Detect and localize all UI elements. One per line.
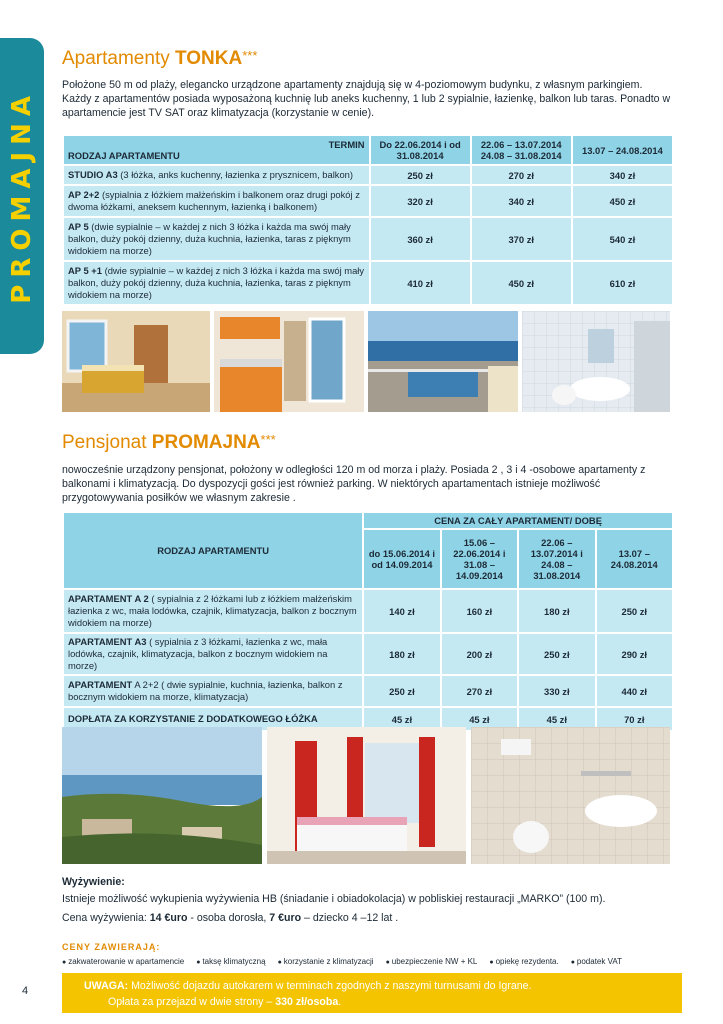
tonka-col-1: Do 22.06.2014 i od 31.08.2014 (370, 135, 471, 165)
photo-terrace-sea (368, 311, 518, 412)
price-cell: 360 zł (370, 217, 471, 261)
row-desc: A 2+2 ( dwie sypialnie, kuchnia, łazienka, balkon z bocznym widokiem na morze, klimatyzacja) (68, 679, 343, 702)
list-item: ● ubezpieczenie NW + KL (386, 957, 478, 966)
promajna-col-2: 15.06 –22.06.2014 i 31.08 –14.09.2014 (441, 529, 518, 589)
tonka-col-3: 13.07 – 24.08.2014 (572, 135, 673, 165)
row-code: APARTAMENT A 2 (68, 593, 149, 604)
price-cell: 45 zł (441, 707, 518, 731)
meals-price-prefix: Cena wyżywienia: (62, 912, 150, 924)
price-cell: 180 zł (363, 633, 440, 675)
tonka-row-label (63, 165, 370, 185)
promajna-title (62, 432, 276, 454)
tonka-col-2: 22.06 – 13.07.2014 24.08 – 31.08.2014 (471, 135, 572, 165)
table-row (63, 185, 673, 217)
photo-coast-view (62, 727, 262, 864)
promajna-col-1: do 15.06.2014 i od 14.09.2014 (363, 529, 440, 589)
promajna-title-prefix: Pensjonat (62, 432, 152, 453)
promajna-description: nowocześnie urządzony pensjonat, położony w odległości 120 m od morza i plaży. Posiada 2 , 3 i 4 -osobowe apartamenty z balkonami i klimatyzacją. Do dyspozycji gości jest również parking. W niektórych apartamentach istnieje możliwość przygotowywania posiłków we własnym zakresie . (62, 464, 646, 504)
price-cell: 70 zł (596, 707, 673, 731)
row-code: STUDIO A3 (68, 169, 118, 180)
price-cell: 610 zł (572, 261, 673, 305)
table-row (63, 675, 673, 707)
promajna-stars: *** (260, 432, 276, 447)
list-item: ● taksę klimatyczną (196, 957, 265, 966)
tonka-row-label (63, 185, 370, 217)
row-desc: (dwie sypialnie – w każdej z nich 3 łóżka i każda ma swój mały balkon, duży pokój dzienny, duża kuchnia, łazienka, taras z pięknym widokiem na morze) (68, 265, 365, 300)
price-cell: 440 zł (596, 675, 673, 707)
tonka-description: Położone 50 m od plaży, elegancko urządzone apartamenty znajdują się w 4-poziomowym budynku, z własnym parkingiem. Każdy z apartamentów posiada wyposażoną kuchnię lub aneks kuchenny, 1 lub 2 sypialnie, łazienkę, balkon lub taras. Ponadto w apartamencie jest TV SAT oraz klimatyzacja (korzystanie w cenie). (62, 79, 671, 119)
price-cell: 450 zł (471, 261, 572, 305)
note-line-2 (62, 994, 682, 1010)
row-desc: ( sypialnia z 2 łóżkami lub z łóżkiem małżeńskim łazienka z wc, mała lodówka, czajnik, klimatyzacja, balkon z bocznym widokiem na morze) (68, 593, 357, 628)
row-code: APARTAMENT A3 (68, 636, 147, 647)
tonka-header-termin: TERMIN (328, 139, 365, 150)
price-cell: 45 zł (518, 707, 595, 731)
photo-bathroom-tiles (471, 727, 670, 864)
tonka-price-table (62, 134, 674, 306)
tonka-header-cell (63, 135, 370, 165)
list-item: ● opiekę rezydenta. (489, 957, 558, 966)
note-text: Możliwość dojazdu autokarem w terminach zgodnych z naszymi turnusami do Igrane. (128, 980, 532, 992)
meals-heading: Wyżywienie: (62, 876, 125, 888)
row-code: APARTAMENT (68, 679, 133, 690)
row-desc: (3 łóżka, anks kuchenny, łazienka z prysznicem, balkon) (117, 169, 354, 180)
meals-price-line (62, 911, 682, 925)
price-cell: 340 zł (572, 165, 673, 185)
side-tab-label: PROMAJNA (7, 88, 37, 304)
row-desc: ( sypialnia z 3 łóżkami, łazienka z wc, mała lodówka, czajnik, klimatyzacja, balkon z bocznym widokiem na morze) (68, 636, 328, 671)
table-row (63, 135, 673, 165)
promajna-col-4: 13.07 – 24.08.2014 (596, 529, 673, 589)
meals-price-child: 7 €uro (269, 912, 302, 924)
note-fare: 330 zł/osoba (275, 996, 339, 1008)
promajna-header-rodzaj: RODZAJ APARTAMENTU (63, 512, 363, 589)
tonka-row-label (63, 217, 370, 261)
meals-line: Istnieje możliwość wykupienia wyżywienia HB (śniadanie i obiadokolacja) w pobliskiej restauracji „MARKO” (100 m). (62, 893, 606, 905)
list-item: ● zakwaterowanie w apartamencie (62, 957, 184, 966)
table-row (63, 633, 673, 675)
price-cell: 410 zł (370, 261, 471, 305)
promajna-row-label (63, 589, 363, 633)
table-row (63, 217, 673, 261)
tonka-title-prefix: Apartamenty (62, 48, 175, 69)
price-cell: 180 zł (518, 589, 595, 633)
photo-bedroom-balcony (62, 311, 210, 412)
price-cell: 160 zł (441, 589, 518, 633)
row-code: AP 5 (68, 221, 89, 232)
price-cell: 320 zł (370, 185, 471, 217)
note-text-2: Opłata za przejazd w dwie strony – (108, 996, 276, 1008)
table-row (63, 261, 673, 305)
promajna-title-name: PROMAJNA (151, 432, 261, 453)
page-number: 4 (22, 985, 29, 997)
side-tab (0, 38, 44, 354)
row-code: DOPŁATA ZA KORZYSTANIE Z DODATKOWEGO ŁÓŻKA (68, 713, 318, 724)
note-label: UWAGA: (84, 980, 129, 992)
includes-heading: CENY ZAWIERAJĄ: (62, 942, 161, 952)
tonka-title (62, 48, 257, 70)
note-line-1 (62, 978, 682, 994)
promajna-price-table (62, 511, 674, 732)
list-item: ● korzystanie z klimatyzacji (278, 957, 374, 966)
price-cell: 250 zł (370, 165, 471, 185)
price-cell: 200 zł (441, 633, 518, 675)
price-cell: 250 zł (518, 633, 595, 675)
promajna-col-3: 22.06 –13.07.2014 i 24.08 –31.08.2014 (518, 529, 595, 589)
price-cell: 45 zł (363, 707, 440, 731)
meals-section (62, 875, 682, 925)
tonka-header-rodzaj: RODZAJ APARTAMENTU (68, 150, 180, 161)
price-cell: 540 zł (572, 217, 673, 261)
price-cell: 270 zł (441, 675, 518, 707)
meals-price-child-label: – dziecko 4 –12 lat . (301, 912, 399, 924)
row-code: AP 5 +1 (68, 265, 102, 276)
tonka-row-label (63, 261, 370, 305)
price-cell: 330 zł (518, 675, 595, 707)
tonka-title-name: TONKA (175, 48, 243, 69)
row-desc: (sypialnia z łóżkiem małżeńskim i balkonem oraz drugi pokój z dwoma łóżkami, aneksem kuchennym, łazienką i balkonem) (68, 189, 360, 212)
table-row (63, 589, 673, 633)
table-row (63, 512, 673, 529)
table-row (63, 165, 673, 185)
photo-bedroom-red-curtains (267, 727, 466, 864)
price-cell: 450 zł (572, 185, 673, 217)
price-cell: 270 zł (471, 165, 572, 185)
note-end: . (338, 996, 342, 1008)
price-cell: 370 zł (471, 217, 572, 261)
meals-price-adult-label: - osoba dorosła, (187, 912, 270, 924)
promajna-header-cena: CENA ZA CAŁY APARTAMENT/ DOBĘ (363, 512, 673, 529)
photo-bathroom (522, 311, 670, 412)
price-cell: 290 zł (596, 633, 673, 675)
price-cell: 140 zł (363, 589, 440, 633)
price-cell: 250 zł (596, 589, 673, 633)
promajna-row-label (63, 633, 363, 675)
includes-list (62, 957, 622, 966)
list-item: ● podatek VAT (571, 957, 622, 966)
meals-price-adult: 14 €uro (149, 912, 188, 924)
promajna-row-label (63, 675, 363, 707)
price-cell: 340 zł (471, 185, 572, 217)
photo-kitchen (214, 311, 364, 412)
row-code: AP 2+2 (68, 189, 100, 200)
price-cell: 250 zł (363, 675, 440, 707)
tonka-stars: *** (242, 48, 258, 63)
row-desc: (dwie sypialnie – w każdej z nich 3 łóżka i każda ma swój mały balkon, duży pokój dzienny, duża kuchnia, łazienka, taras z pięknym widokiem na morze) (68, 221, 351, 256)
note-box (62, 973, 682, 1013)
